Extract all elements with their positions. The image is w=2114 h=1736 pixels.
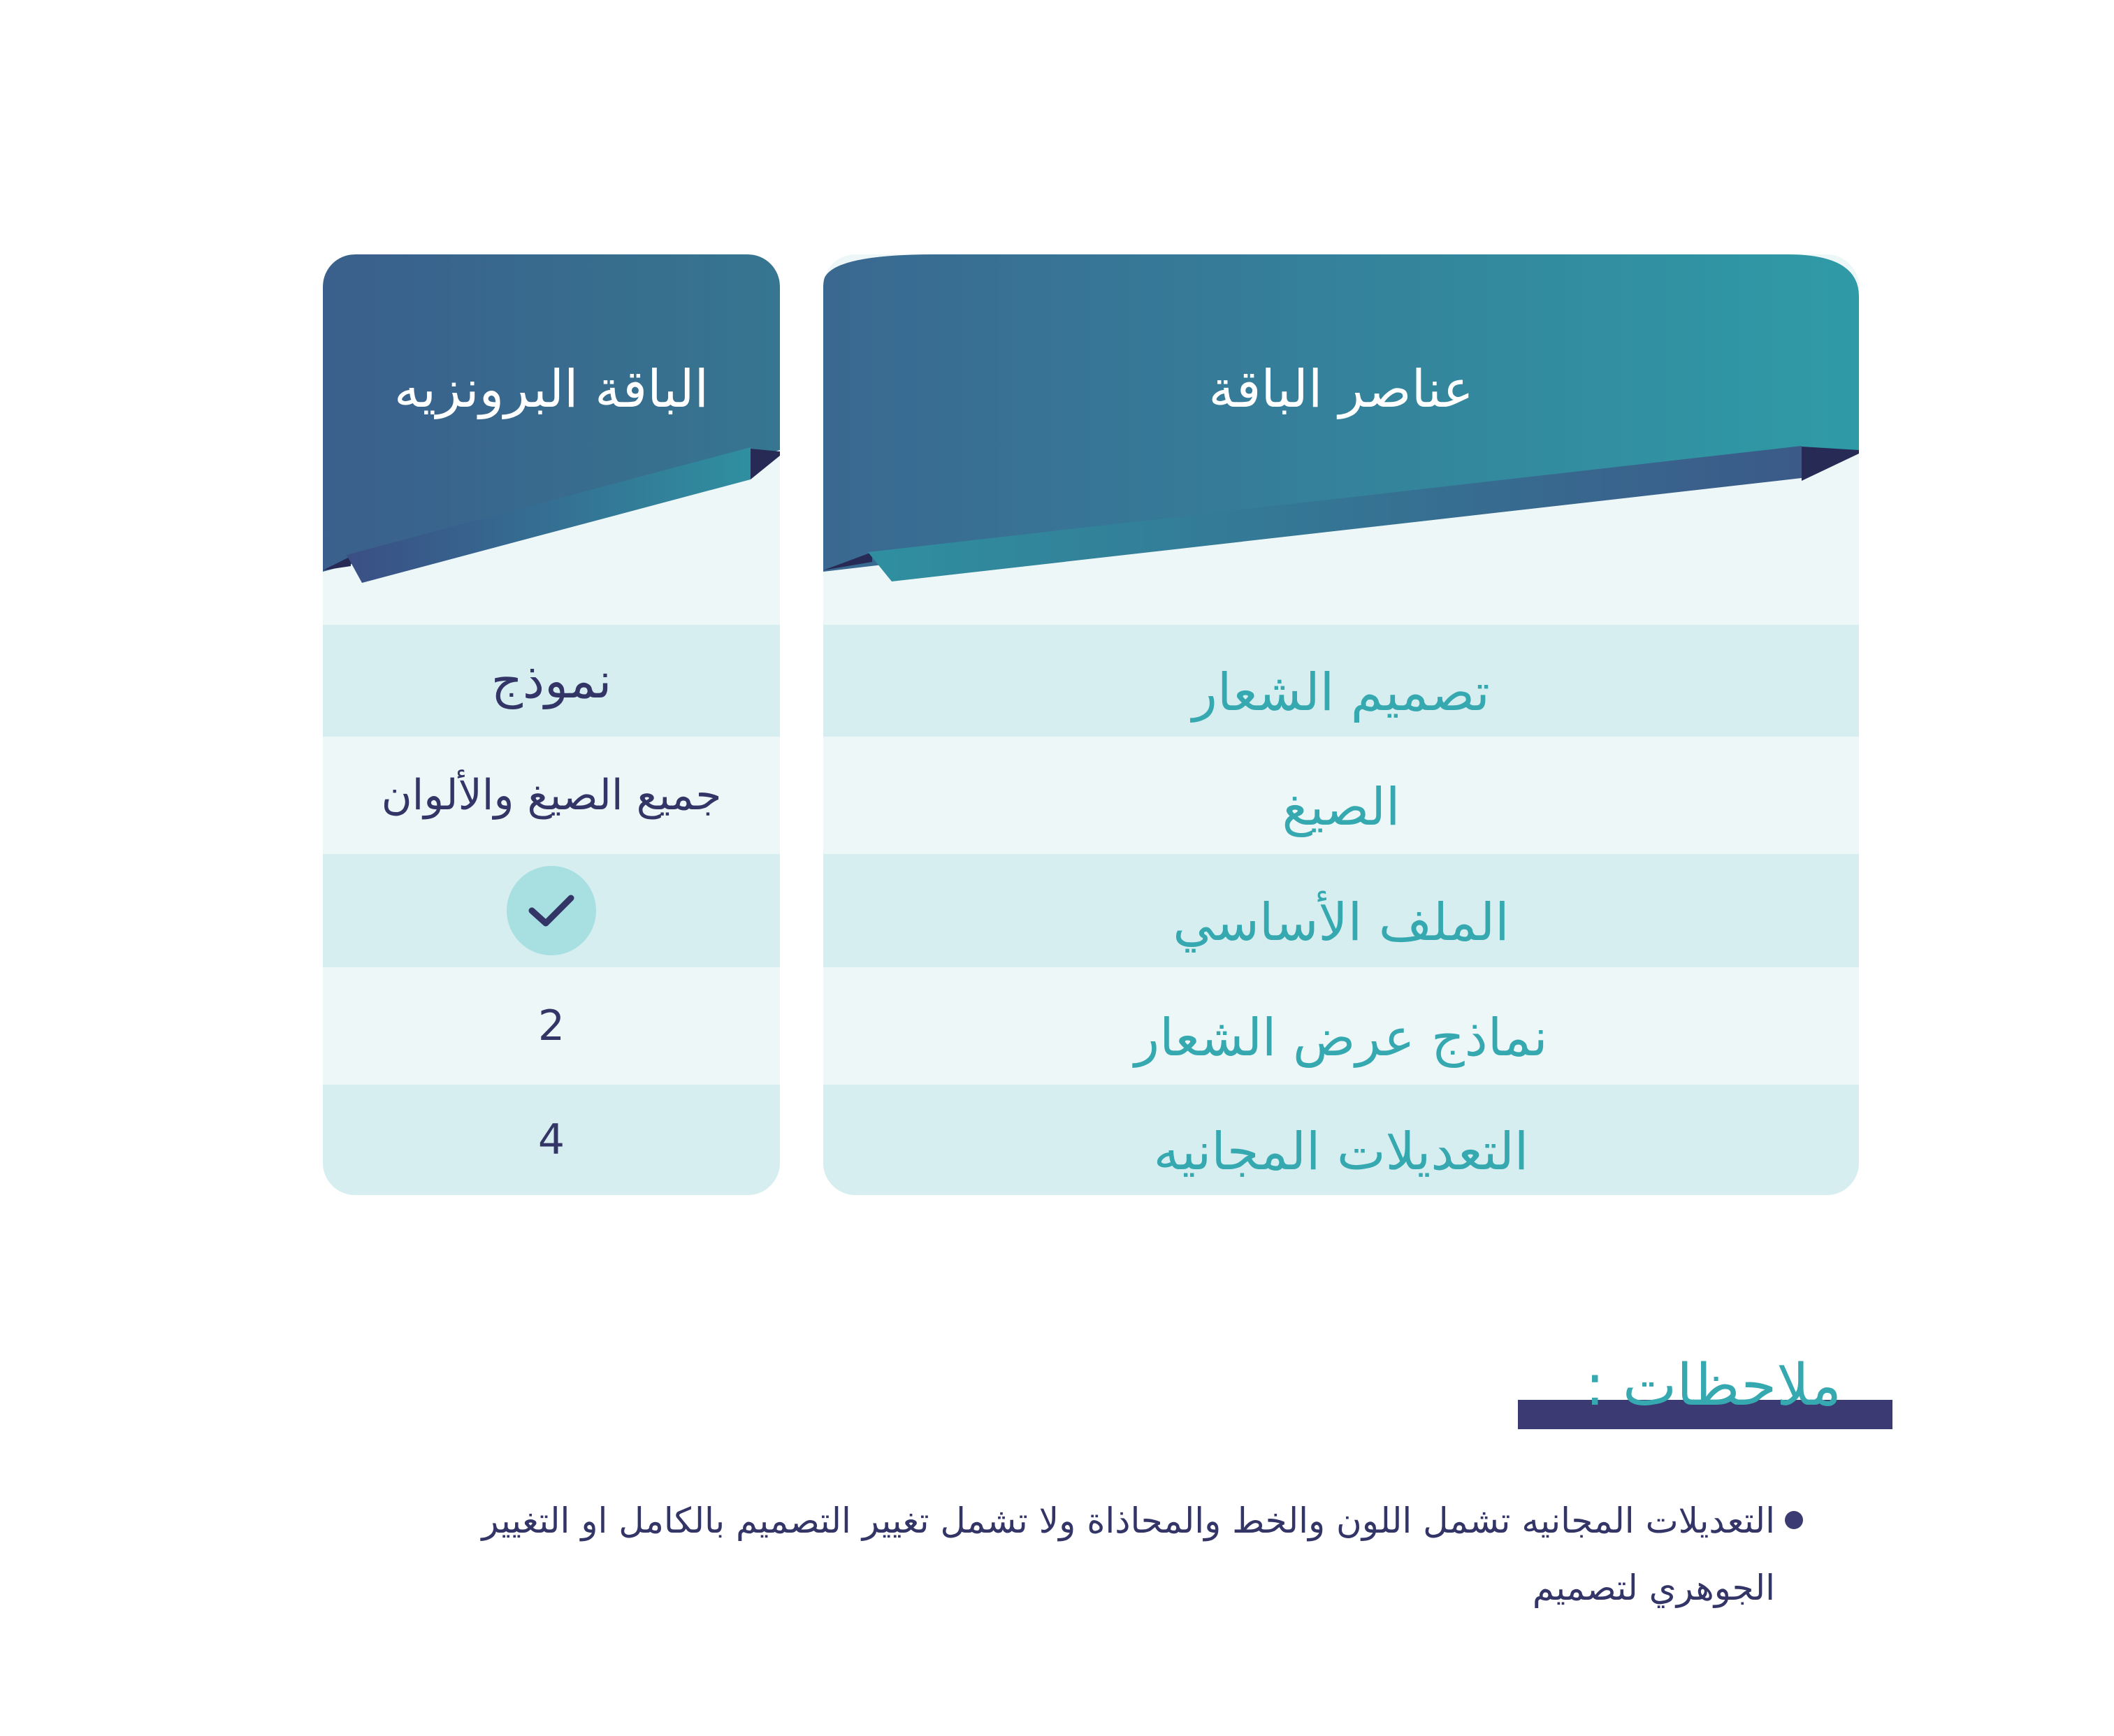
items-rows (823, 625, 1859, 1195)
bronze-row-value: نموذج (491, 652, 612, 709)
bronze-rows (323, 625, 780, 1195)
items-row-source-file (823, 854, 1859, 967)
check-badge (507, 866, 596, 955)
bullet-dot (1785, 1511, 1803, 1529)
items-row-mockups (823, 967, 1859, 1085)
bronze-row-value: 2 (537, 1001, 565, 1050)
bronze-row-free-revisions (323, 1085, 780, 1195)
note-item (320, 1487, 1775, 1621)
items-row-label: الصيغ (1282, 777, 1400, 837)
bronze-row-value: جميع الصيغ والألوان (381, 771, 722, 820)
items-row-logo-design (823, 625, 1859, 737)
items-row-label: التعديلات المجانيه (1153, 1122, 1529, 1182)
package-items-card (823, 254, 1859, 1195)
check-icon (526, 891, 577, 930)
items-header-title: عناصر الباقة (1208, 359, 1474, 419)
bronze-row-logo-design (323, 625, 780, 737)
items-row-formats (823, 737, 1859, 854)
notes-title: ملاحظات : (1585, 1352, 1841, 1419)
note-line-2: الجوهري لتصميم (1532, 1568, 1775, 1608)
items-row-label: تصميم الشعار (1192, 663, 1490, 723)
bronze-row-mockups (323, 967, 780, 1085)
bronze-row-value: 4 (537, 1115, 565, 1164)
note-line-1: التعديلات المجانيه تشمل اللون والخط والمحاذاة ولا تشمل تغيير التصميم بالكامل او التغيير (482, 1500, 1775, 1541)
items-row-label: الملف الأساسي (1173, 892, 1510, 953)
bronze-row-formats (323, 737, 780, 854)
items-row-label: نماذج عرض الشعار (1134, 1008, 1548, 1068)
items-row-free-revisions (823, 1085, 1859, 1195)
bronze-package-card (323, 254, 780, 1195)
bronze-header-title: الباقة البرونزيه (393, 359, 709, 419)
bronze-row-source-file (323, 854, 780, 967)
